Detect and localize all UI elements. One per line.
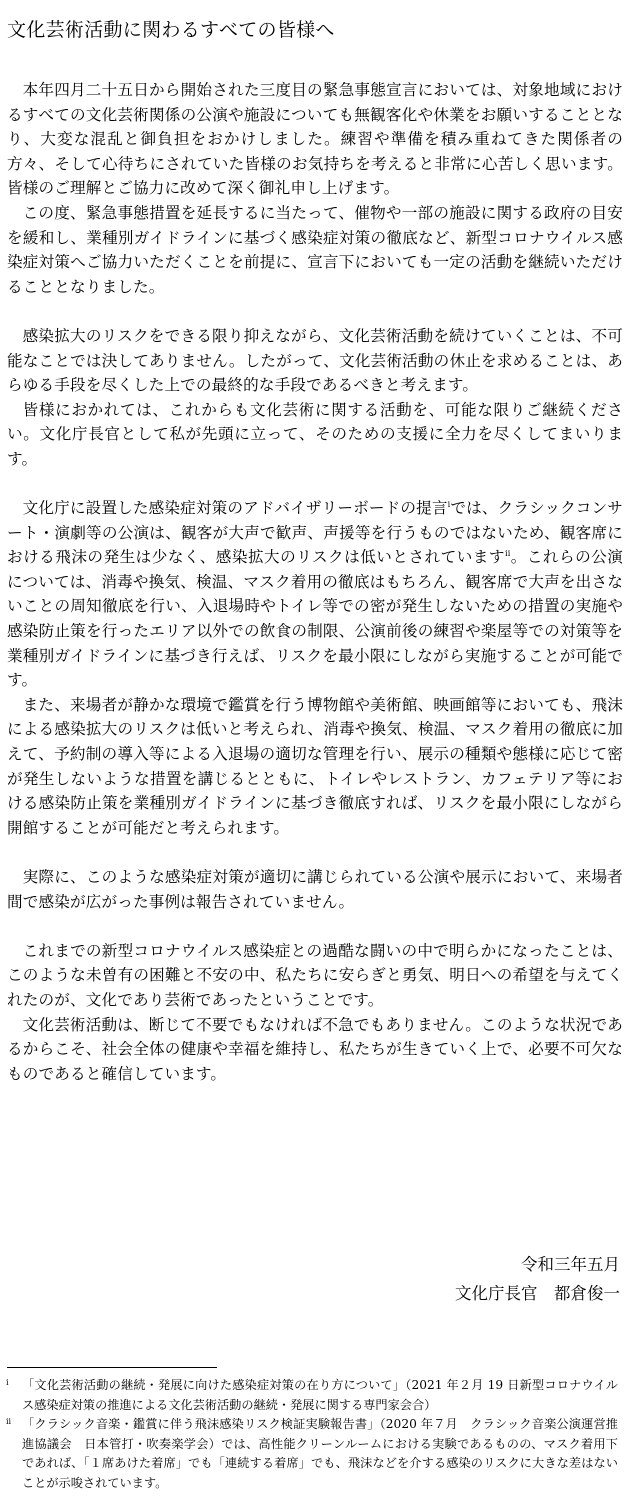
footnote-ref[interactable]: i — [447, 499, 451, 509]
paragraph-gap — [7, 840, 623, 865]
footnote-divider — [7, 1367, 217, 1368]
signature-date: 令和三年五月 — [521, 1255, 620, 1274]
paragraph-gap — [7, 914, 623, 939]
paragraph-segment: 。これらの公演については、消毒や換気、検温、マスク着用の徹底はもちろん、観客席で大声を出さないことの周知徹底を行い、入退場時やトイレ等での密が発生しないための措置の実施や感染防止策を行ったエリア以外での飲食の制限、公演前後の練習や楽屋等での対策等を業種別ガイドラインに基づき行えば、リスクを最小限にしながら実施することが可能です。 — [7, 548, 623, 690]
letter-body — [7, 78, 623, 1086]
footnote-ref[interactable]: ii — [504, 549, 511, 559]
paragraph: この度、緊急事態措置を延長するに当たって、催物や一部の施設に関する政府の目安を緩和し、業種別ガイドラインに基づく感染症対策の徹底など、新型コロナウイルス感染症対策へご協力いただくことを前提に、宣言下においても一定の活動を継続いただけることとなりました。 — [7, 203, 623, 296]
paragraph: 感染拡大のリスクをできる限り抑えながら、文化芸術活動を続けていくことは、不可能なことでは決してありません。したがって、文化芸術活動の休止を求めることは、あらゆる手段を尽くした上での最終的な手段であるべきと考えます。 — [7, 326, 623, 395]
footnote-mark: ii — [6, 1417, 12, 1427]
paragraph: 本年四月二十五日から開始された三度目の緊急事態宣言においては、対象地域におけるすべての文化芸術関係の公演や施設についても無観客化や休業をお願いすることとなり、大変な混乱と御負担をおかけしました。練習や準備を積み重ねてきた関係者の方々、そして心待ちにされていた皆様のお気持ちを考えると非常に心苦しく思います。皆様のご理解とご協力に改めて深く御礼申し上げます。 — [7, 81, 623, 198]
paragraph: 実際に、このような感染症対策が適切に講じられている公演や展示において、来場者間で感染が広がった事例は報告されていません。 — [7, 868, 623, 911]
signature-block — [455, 1250, 620, 1308]
paragraph-gap — [7, 472, 623, 497]
footnote-item — [6, 1415, 618, 1493]
footnote-item — [6, 1376, 618, 1415]
signature-author: 文化庁長官 都倉俊一 — [455, 1284, 620, 1303]
page-title: 文化芸術活動に関わるすべての皆様へ — [7, 19, 335, 41]
footnote-mark: i — [6, 1378, 9, 1387]
paragraph: これまでの新型コロナウイルス感染症との過酷な闘いの中で明らかになったことは、このような未曽有の困難と不安の中、私たちに安らぎと勇気、明日への希望を与えてくれたのが、文化であり芸術であったということです。 — [7, 941, 623, 1009]
footnote-text: 「クラシック音楽・鑑賞に伴う飛沫感染リスク検証実験報告書」（2020 年７月 クラシック音楽公演運営推進協議会 日本管打・吹奏楽学会）では、高性能クリーンルームにおける実験であるものの、マスク着用下であれば、「１席あけた着席」でも「連続する着席」でも、飛沫などを介する感染のリスクに大きな差はないことが示唆されています。 — [22, 1417, 618, 1490]
footnote-text: 「文化芸術活動の継続・発展に向けた感染症対策の在り方について」（2021 年２月 19 日新型コロナウイルス感染症対策の推進による文化芸術活動の継続・発展に関する専門家会合） — [22, 1378, 618, 1412]
paragraph-gap — [7, 299, 623, 324]
paragraph: 文化芸術活動は、断じて不要でもなければ不急でもありません。このような状況であるからこそ、社会全体の健康や幸福を維持し、私たちが生きていく上で、必要不可欠なものであると確信しています。 — [7, 1015, 623, 1083]
paragraph-with-notes — [7, 496, 623, 693]
paragraph-segment: 文化庁に設置した感染症対策のアドバイザリーボードの提言 — [22, 499, 448, 518]
paragraph: 皆様におかれては、これからも文化芸術に関する活動を、可能な限りご継続ください。文化庁長官として私が先頭に立って、そのための支援に全力を尽くしてまいります。 — [7, 400, 623, 468]
footnotes — [6, 1376, 618, 1494]
paragraph-segment: では、クラシックコンサート・演劇等の公演は、観客が大声で歓声、声援等を行うものではないため、観客席における飛沫の発生は少なく、感染拡大のリスクは低いとされています — [7, 499, 623, 567]
paragraph: また、来場者が静かな環境で鑑賞を行う博物館や美術館、映画館等においても、飛沫による感染拡大のリスクは低いと考えられ、消毒や換気、検温、マスク着用の徹底に加えて、予約制の導入等による入退場の適切な管理を行い、展示の種類や態様に応じて密が発生しないような措置を講じるとともに、トイレやレストラン、カフェテリア等における感染防止策を業種別ガイドラインに基づき徹底すれば、リスクを最小限にしながら開館することが可能だと考えられます。 — [7, 695, 623, 837]
